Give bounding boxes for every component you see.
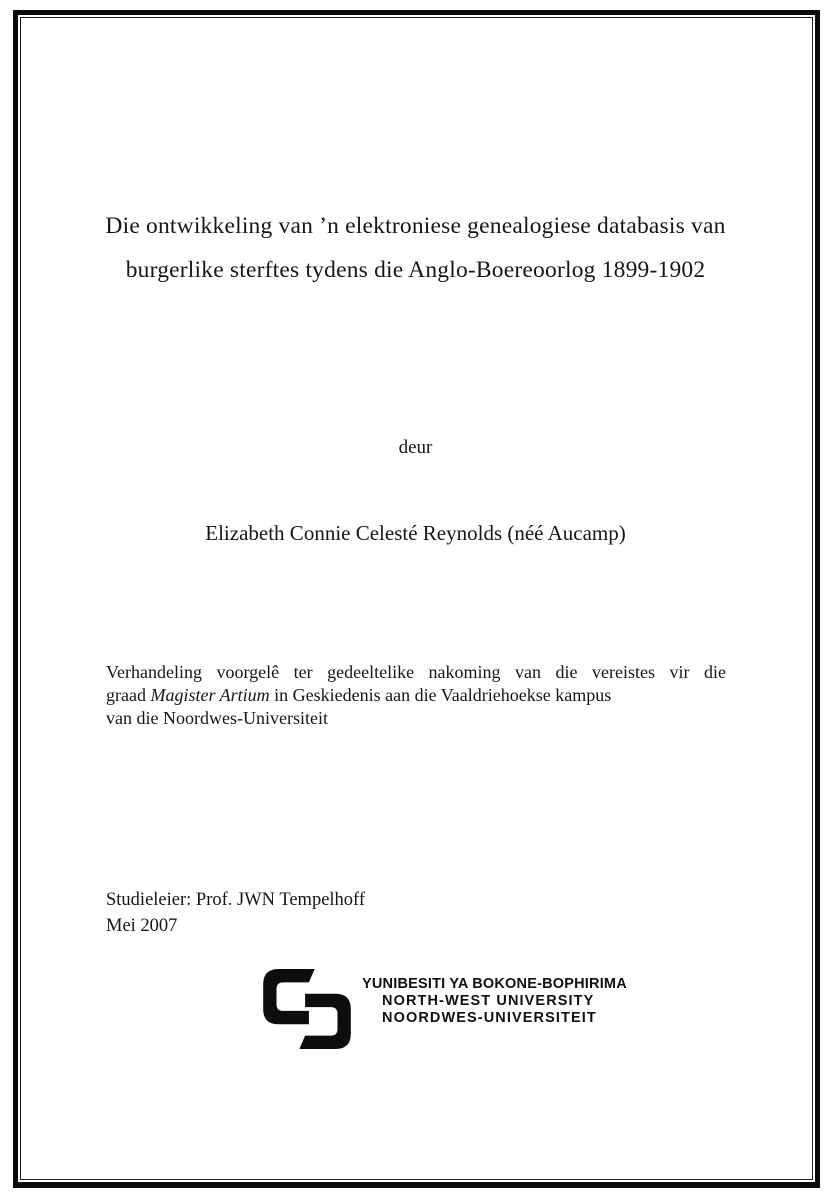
statement-line-2 (106, 684, 726, 707)
statement-line-3: van die Noordwes-Universiteit (106, 708, 328, 728)
logo-line-afrikaans: NOORDWES-UNIVERSITEIT (382, 1010, 597, 1026)
university-logo (257, 969, 627, 1049)
logo-line-english: NORTH-WEST UNIVERSITY (382, 993, 595, 1009)
byline-deur: deur (398, 437, 433, 458)
date-line: Mei 2007 (106, 916, 178, 936)
statement-line-2-post: in Geskiedenis aan die Vaaldriehoekse kampus (269, 685, 612, 705)
statement-line-1: Verhandeling voorgelê ter gedeeltelike nakoming van die vereistes vir die (106, 662, 726, 682)
logo-line-setswana: YUNIBESITI YA BOKONE-BOPHIRIMA (362, 976, 627, 992)
dissertation-title (80, 204, 751, 292)
nwu-interlocked-links-icon (257, 969, 357, 1049)
degree-statement (106, 661, 726, 730)
statement-line-2-pre: graad (106, 685, 151, 705)
university-logo-text (362, 969, 627, 1027)
degree-name-italic: Magister Artium (150, 685, 270, 705)
title-line-1: Die ontwikkeling van ’n elektroniese genealogiese databasis van (105, 213, 726, 239)
supervisor-block (106, 887, 365, 939)
title-line-2: burgerlike sterftes tydens die Anglo-Boereoorlog 1899-1902 (125, 257, 706, 283)
supervisor-line: Studieleier: Prof. JWN Tempelhoff (106, 890, 366, 910)
author-name: Elizabeth Connie Celesté Reynolds (néé Aucamp) (205, 521, 626, 545)
